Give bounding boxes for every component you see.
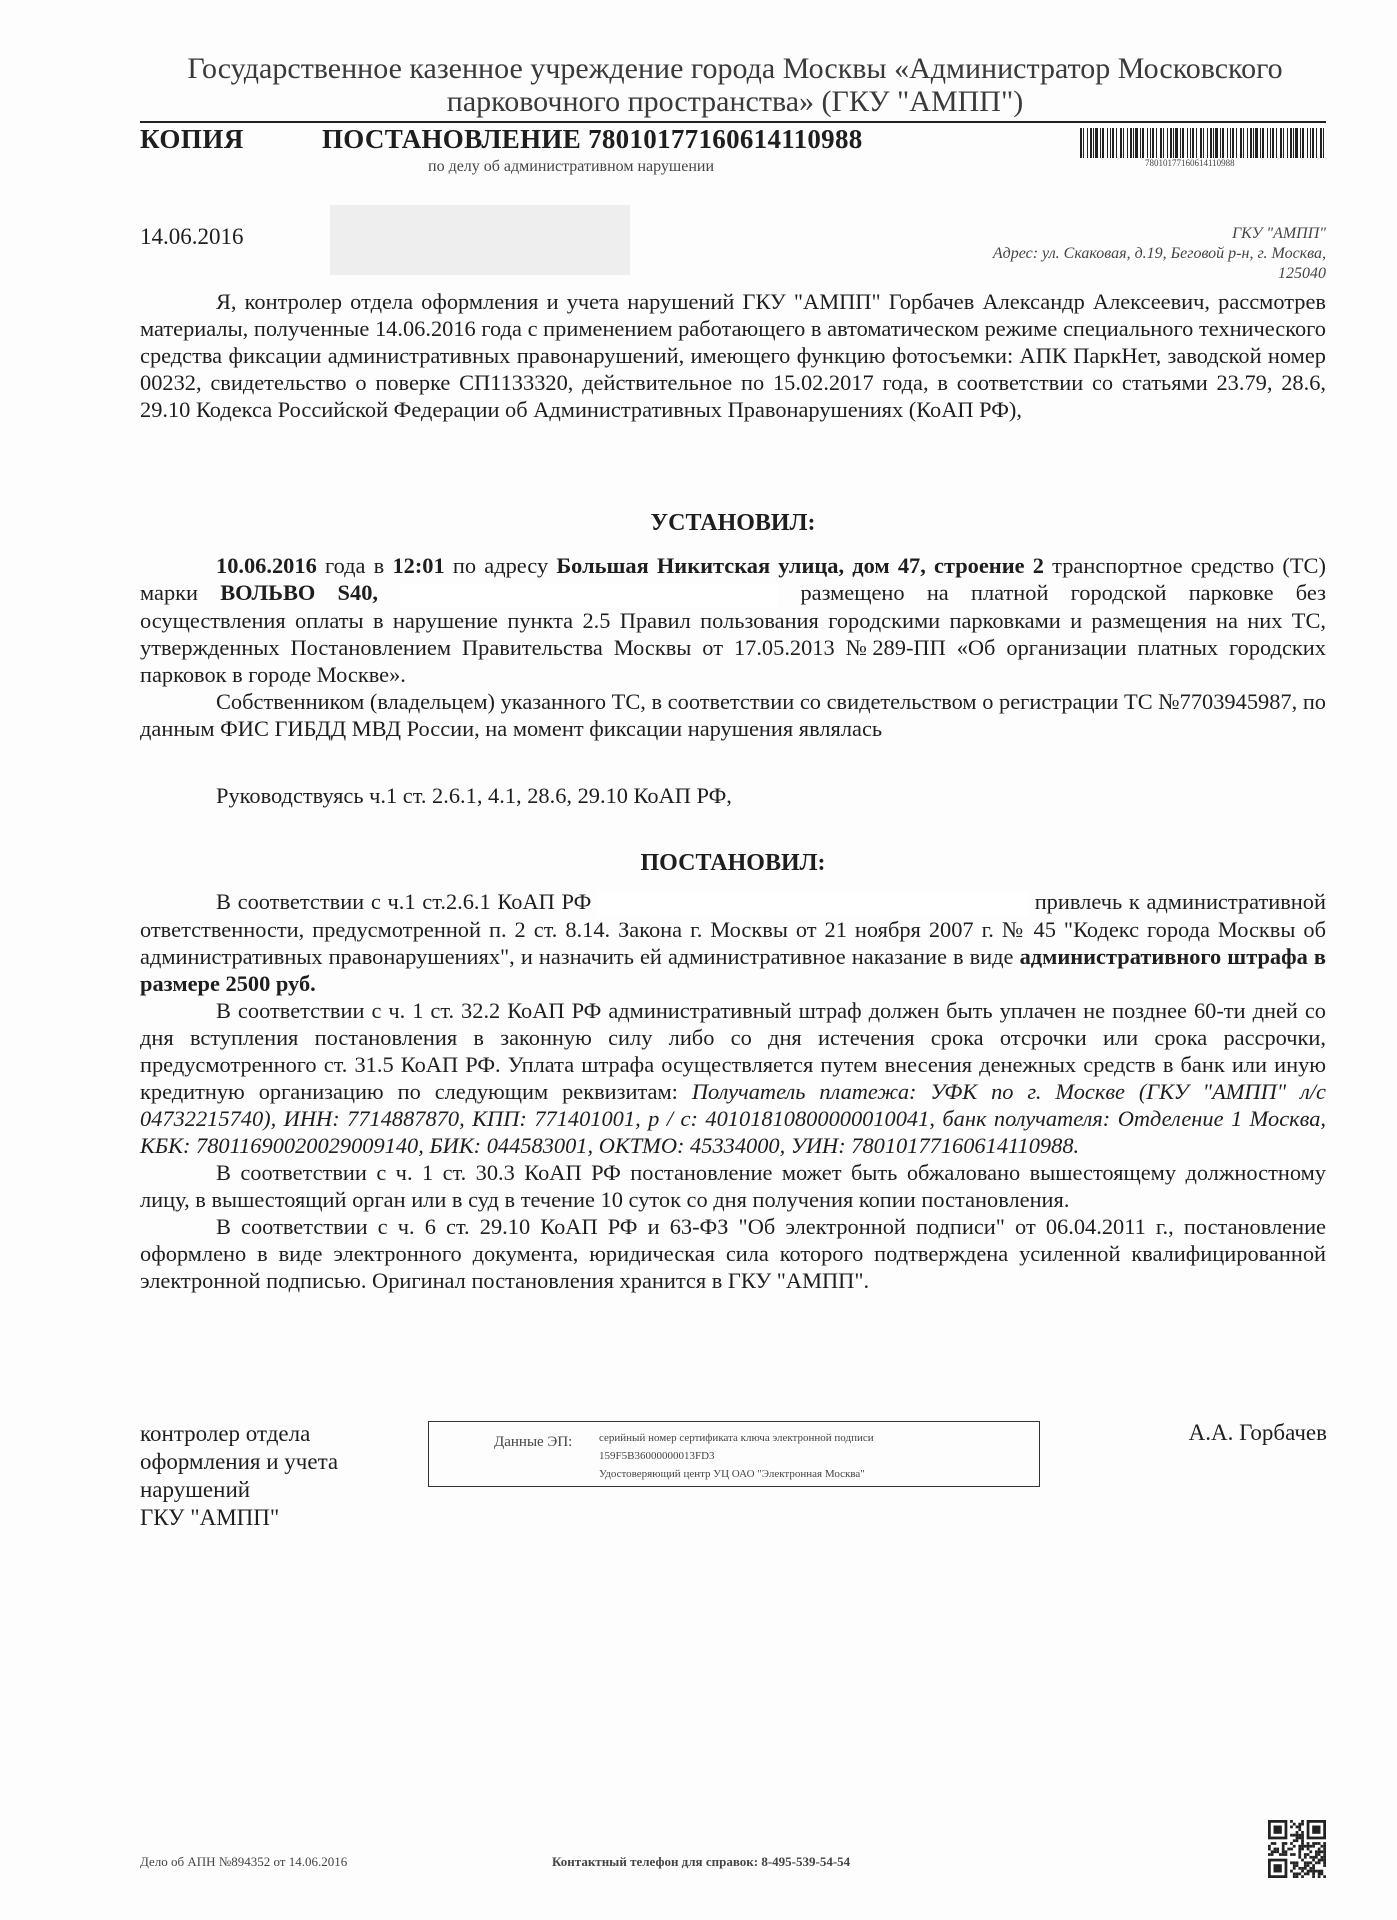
resolution-heading: ПОСТАНОВЛЕНИЕ 78010177160614110988 [322,124,863,154]
resolution-subtitle: по делу об административном нарушении [428,158,715,175]
resolved-p1-start: В соответствии с ч.1 ст.2.6.1 КоАП РФ [216,889,592,914]
resolved-p1-mid: привлечь к административной ответственности, предусмотренной п. 2 ст. 8.14. Закона г. Москвы от 21 ноября 2007 г. № 45 "Кодекс города Москвы об административных правонарушениях", и назначить ей административное наказание в виде [140,889,1326,969]
signatory-line-2: оформления и учета [140,1449,339,1474]
signatory-position [140,1420,338,1532]
footer-phone: Контактный телефон для справок: 8-495-539-54-54 [552,1854,851,1869]
address-line-1: Адрес: ул. Скаковая, д.19, Беговой р-н, г. Москва, [992,245,1326,262]
electronic-signature-box [428,1421,1040,1487]
issuer-address [993,224,1326,284]
address-line-2: 125040 [1278,265,1326,282]
resolved-section [140,848,1326,1294]
copy-label: КОПИЯ [140,124,244,154]
signatory-line-1: контролер отдела [140,1421,311,1446]
show-through-mark [330,205,630,275]
fine-amount: административного штрафа в размере 2500 руб. [140,943,1326,996]
certificate-serial: 159F5B36000000013FD3 [599,1450,715,1462]
text-vehicle: транспортное средство (ТС) марки [140,553,1326,605]
text-year-at: года в [324,553,385,578]
payment-details: Получатель платежа: УФК по г. Москве (ГКУ "АМПП" л/с 04732215740), ИНН: 7714887870, КПП: 771401001, р / с: 40101810800000010041, банк получателя: Отделение 1 Москва, КБК: 78011690020029009140, БИК: 044583001, ОКТМО: 45334000, УИН: 78010177160614110988. [140,1078,1326,1158]
signature-box-label: Данные ЭП: [494,1434,573,1450]
violation-address: Большая Никитская улица, дом 47, строение 2 [556,553,1044,578]
resolved-paragraph-1 [140,888,1326,997]
signer-name: А.А. Горбачев [1188,1420,1327,1445]
header-rule [140,121,1326,123]
qr-code-icon [1268,1820,1326,1878]
resolved-paragraph-2 [140,997,1326,1159]
intro-paragraph-block [140,288,1326,423]
resolved-p2-text: В соответствии с ч. 1 ст. 32.2 КоАП РФ административный штраф должен быть уплачен не позднее 60-ти дней со дня вступления постановления в законную силу либо со дня истечения срока отсрочки или срока рассрочки, предусмотренного ст. 31.5 КоАП РФ. Уплата штрафа осуществляется путем внесения денежных средств в банк или иную кредитную организацию по следующим реквизитам: [140,997,1326,1104]
established-heading: УСТАНОВИЛ: [650,510,816,536]
established-section [140,508,1326,809]
issuer-org: ГКУ "АМПП" [1232,225,1326,242]
resolved-heading: ПОСТАНОВИЛ: [640,850,826,876]
redacted-plate [400,583,778,607]
resolved-paragraph-4: В соответствии с ч. 6 ст. 29.10 КоАП РФ и 63-ФЗ "Об электронной подписи" от 06.04.2011 г., постановление оформлено в виде электронного документа, юридическая сила которого подтверждена усиленной квалифицированной электронной подписью. Оригинал постановления хранится в ГКУ "АМПП". [140,1213,1326,1293]
barcode-number: 78010177160614110988 [1145,158,1235,168]
violation-time: 12:01 [392,553,445,578]
text-violation-rest: размещено на платной городской парковке без осуществления оплаты в нарушение пункта 2.5 Правил пользования городскими парковками и размещения на них ТС, утвержденных Постановлением Правительства Москвы от 17.05.2013 №289-ПП «Об организации платных городских парковок в городе Москве». [140,580,1326,687]
certificate-line-1: серийный номер сертификата ключа электронной подписи [599,1432,874,1444]
established-paragraph [140,552,1326,688]
redacted-owner-line [140,742,1326,782]
violation-date: 10.06.2016 [216,553,317,578]
footer-case-number: Дело об АПН №894352 от 14.06.2016 [140,1854,348,1869]
guided-paragraph: Руководствуясь ч.1 ст. 2.6.1, 4.1, 28.6, 29.10 КоАП РФ, [216,782,732,808]
signatory-line-3: нарушений [140,1477,251,1502]
vehicle-model: ВОЛЬВО S40, [220,580,378,605]
certificate-authority: Удостоверяющий центр УЦ ОАО "Электронная Москва" [599,1468,865,1480]
redacted-name [598,892,1028,916]
resolved-paragraph-3: В соответствии с ч. 1 ст. 30.3 КоАП РФ постановление может быть обжаловано вышестоящему должностному лицу, в вышестоящий орган или в суд в течение 10 суток со дня получения копии постановления. [140,1159,1326,1212]
signatory-line-4: ГКУ "АМПП" [140,1505,280,1530]
text-at-address: по адресу [452,553,549,578]
barcode [1080,128,1326,158]
document-date: 14.06.2016 [140,224,244,249]
certificate-info [599,1429,874,1483]
document-title: Государственное казенное учреждение города Москвы «Администратор Московского парковочного пространства» (ГКУ "АМПП") [187,52,1283,118]
intro-paragraph: Я, контролер отдела оформления и учета нарушений ГКУ "АМПП" Горбачев Александр Алексеевич, рассмотрев материалы, полученные 14.06.2016 года с применением работающего в автоматическом режиме специального технического средства фиксации административных правонарушений, имеющего функцию фотосъемки: АПК ПаркНет, заводской номер 00232, свидетельство о поверке СП1133320, действительное по 15.02.2017 года, в соответствии со статьями 23.79, 28.6, 29.10 Кодекса Российской Федерации об Административных Правонарушениях (КоАП РФ), [140,289,1326,422]
owner-paragraph: Собственником (владельцем) указанного ТС, в соответствии со свидетельством о регистрации ТС №7703945987, по данным ФИС ГИБДД МВД России, на момент фиксации нарушения являлась [140,688,1326,741]
